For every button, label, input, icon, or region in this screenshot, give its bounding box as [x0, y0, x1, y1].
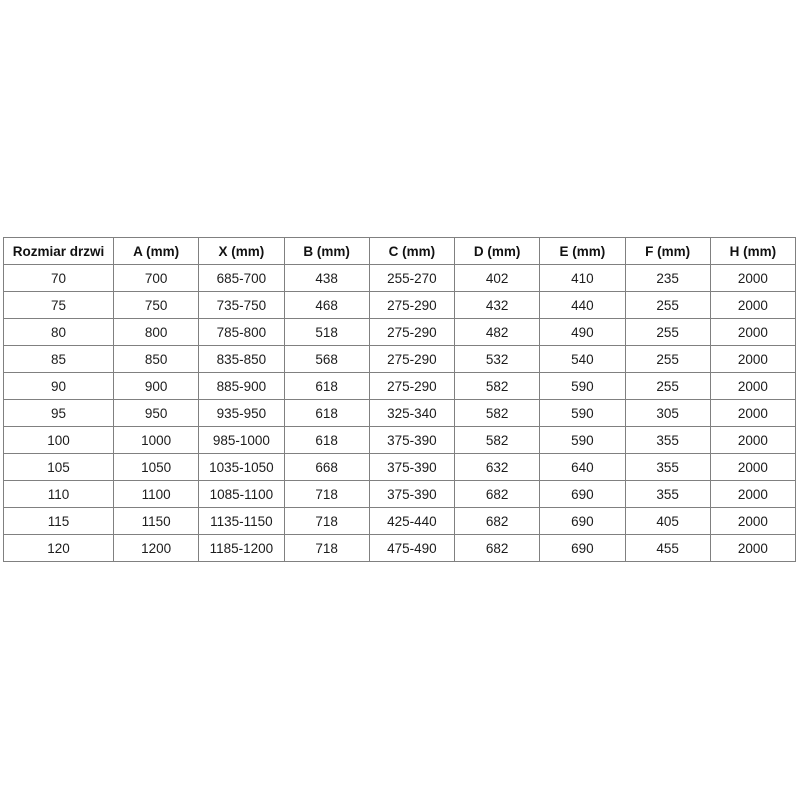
- table-cell: 618: [284, 400, 369, 427]
- table-cell: 800: [114, 319, 199, 346]
- table-cell: 518: [284, 319, 369, 346]
- table-cell: 700: [114, 265, 199, 292]
- table-cell: 110: [4, 481, 114, 508]
- table-cell: 255: [625, 292, 710, 319]
- table-cell: 425-440: [369, 508, 454, 535]
- table-cell: 2000: [710, 427, 795, 454]
- table-cell: 950: [114, 400, 199, 427]
- table-cell: 375-390: [369, 454, 454, 481]
- table-cell: 1035-1050: [199, 454, 284, 481]
- table-body: [4, 265, 796, 562]
- table-cell: 75: [4, 292, 114, 319]
- table-cell: 2000: [710, 346, 795, 373]
- table-cell: 90: [4, 373, 114, 400]
- table-cell: 532: [455, 346, 540, 373]
- column-header: D (mm): [455, 238, 540, 265]
- table-cell: 2000: [710, 535, 795, 562]
- table-cell: 70: [4, 265, 114, 292]
- table-cell: 2000: [710, 373, 795, 400]
- table-cell: 682: [455, 481, 540, 508]
- table-cell: 582: [455, 427, 540, 454]
- table-cell: 618: [284, 373, 369, 400]
- table-cell: 275-290: [369, 319, 454, 346]
- table-cell: 685-700: [199, 265, 284, 292]
- table-cell: 438: [284, 265, 369, 292]
- table-cell: 355: [625, 427, 710, 454]
- table-cell: 255: [625, 346, 710, 373]
- table-cell: 718: [284, 508, 369, 535]
- table-cell: 668: [284, 454, 369, 481]
- table-cell: 275-290: [369, 292, 454, 319]
- table-cell: 432: [455, 292, 540, 319]
- column-header: X (mm): [199, 238, 284, 265]
- column-header: E (mm): [540, 238, 625, 265]
- table-cell: 120: [4, 535, 114, 562]
- table-row: [4, 400, 796, 427]
- table-cell: 1000: [114, 427, 199, 454]
- table-cell: 682: [455, 535, 540, 562]
- column-header: A (mm): [114, 238, 199, 265]
- table-cell: 235: [625, 265, 710, 292]
- column-header: F (mm): [625, 238, 710, 265]
- table-cell: 95: [4, 400, 114, 427]
- table-cell: 490: [540, 319, 625, 346]
- table-row: [4, 265, 796, 292]
- table-cell: 835-850: [199, 346, 284, 373]
- table-cell: 1050: [114, 454, 199, 481]
- table-cell: 1150: [114, 508, 199, 535]
- table-cell: 455: [625, 535, 710, 562]
- table-cell: 632: [455, 454, 540, 481]
- table-row: [4, 427, 796, 454]
- table-cell: 885-900: [199, 373, 284, 400]
- table-cell: 590: [540, 400, 625, 427]
- table-cell: 935-950: [199, 400, 284, 427]
- table-cell: 690: [540, 508, 625, 535]
- table-row: [4, 535, 796, 562]
- table-cell: 80: [4, 319, 114, 346]
- table-cell: 115: [4, 508, 114, 535]
- table-row: [4, 508, 796, 535]
- table-cell: 590: [540, 373, 625, 400]
- table-cell: 375-390: [369, 481, 454, 508]
- table-cell: 682: [455, 508, 540, 535]
- column-header: C (mm): [369, 238, 454, 265]
- column-header: Rozmiar drzwi: [4, 238, 114, 265]
- table-cell: 105: [4, 454, 114, 481]
- table-cell: 305: [625, 400, 710, 427]
- table-cell: 2000: [710, 400, 795, 427]
- table-cell: 568: [284, 346, 369, 373]
- table-cell: 690: [540, 481, 625, 508]
- table-cell: 2000: [710, 265, 795, 292]
- table-cell: 640: [540, 454, 625, 481]
- table-row: [4, 346, 796, 373]
- table-cell: 405: [625, 508, 710, 535]
- table-cell: 255-270: [369, 265, 454, 292]
- table-cell: 718: [284, 481, 369, 508]
- table-cell: 718: [284, 535, 369, 562]
- table-cell: 468: [284, 292, 369, 319]
- table-cell: 582: [455, 373, 540, 400]
- table-cell: 1200: [114, 535, 199, 562]
- table-cell: 690: [540, 535, 625, 562]
- table-cell: 1185-1200: [199, 535, 284, 562]
- dimensions-table-container: [3, 237, 796, 562]
- table-cell: 540: [540, 346, 625, 373]
- table-cell: 2000: [710, 454, 795, 481]
- table-cell: 2000: [710, 292, 795, 319]
- table-cell: 618: [284, 427, 369, 454]
- table-cell: 440: [540, 292, 625, 319]
- table-row: [4, 454, 796, 481]
- table-cell: 355: [625, 481, 710, 508]
- table-cell: 735-750: [199, 292, 284, 319]
- table-cell: 582: [455, 400, 540, 427]
- table-cell: 900: [114, 373, 199, 400]
- table-cell: 2000: [710, 481, 795, 508]
- table-row: [4, 319, 796, 346]
- table-cell: 2000: [710, 319, 795, 346]
- table-cell: 255: [625, 319, 710, 346]
- table-cell: 402: [455, 265, 540, 292]
- table-cell: 482: [455, 319, 540, 346]
- table-row: [4, 373, 796, 400]
- table-cell: 1100: [114, 481, 199, 508]
- table-header-row: [4, 238, 796, 265]
- table-cell: 375-390: [369, 427, 454, 454]
- table-cell: 355: [625, 454, 710, 481]
- table-cell: 1135-1150: [199, 508, 284, 535]
- table-cell: 85: [4, 346, 114, 373]
- table-cell: 275-290: [369, 373, 454, 400]
- spec-table: [3, 237, 796, 562]
- table-cell: 590: [540, 427, 625, 454]
- table-cell: 100: [4, 427, 114, 454]
- column-header: H (mm): [710, 238, 795, 265]
- table-cell: 2000: [710, 508, 795, 535]
- table-cell: 750: [114, 292, 199, 319]
- table-row: [4, 292, 796, 319]
- table-cell: 985-1000: [199, 427, 284, 454]
- table-row: [4, 481, 796, 508]
- table-cell: 410: [540, 265, 625, 292]
- table-cell: 275-290: [369, 346, 454, 373]
- table-cell: 255: [625, 373, 710, 400]
- table-cell: 475-490: [369, 535, 454, 562]
- table-cell: 1085-1100: [199, 481, 284, 508]
- column-header: B (mm): [284, 238, 369, 265]
- table-cell: 850: [114, 346, 199, 373]
- table-cell: 325-340: [369, 400, 454, 427]
- table-cell: 785-800: [199, 319, 284, 346]
